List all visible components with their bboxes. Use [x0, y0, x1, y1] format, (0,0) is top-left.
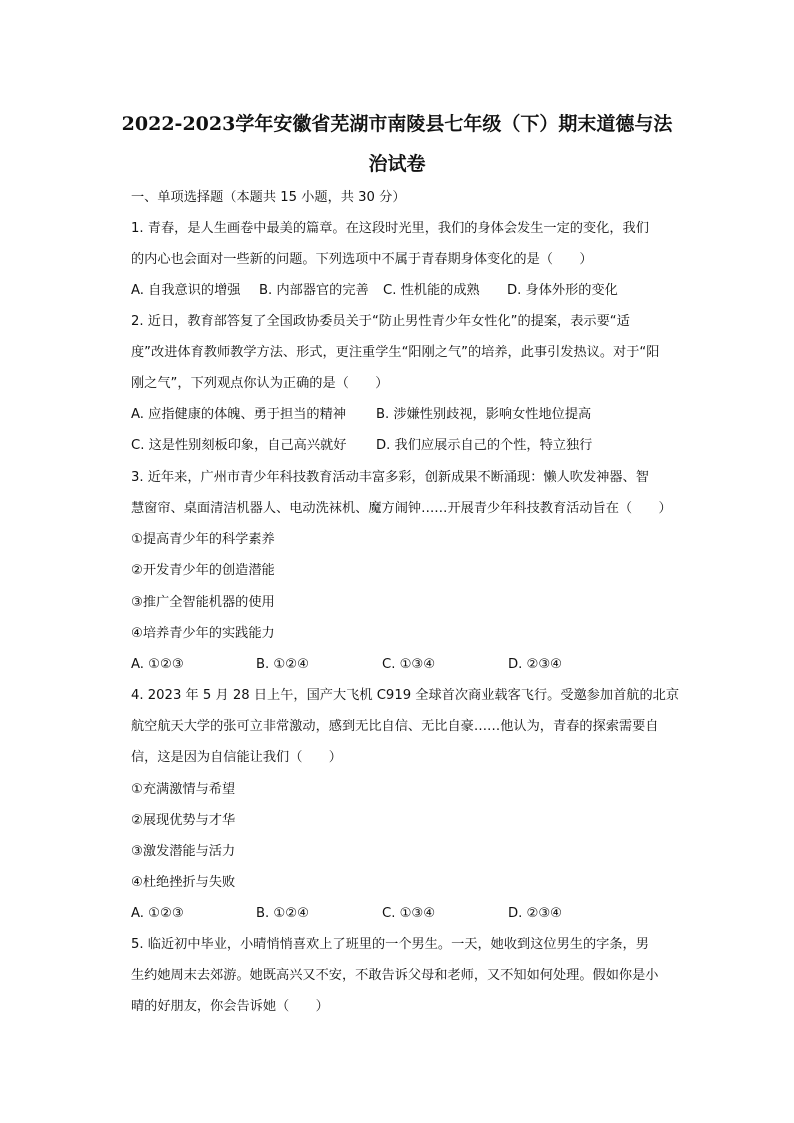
q3-item-1: ①提高青少年的科学素养 — [131, 532, 275, 547]
q3-option-c: C. ①③④ — [382, 657, 436, 672]
q4-line-3: 信，这是因为自信能让我们（ ） — [131, 750, 342, 765]
q2-option-c: C. 这是性别刻板印象，自己高兴就好 — [131, 438, 347, 453]
q2-line-1: 2. 近日，教育部答复了全国政协委员关于“防止男性青少年女性化”的提案，表示要“适 — [131, 314, 630, 329]
q4-option-d: D. ②③④ — [508, 906, 563, 921]
q1-line-2: 的内心也会面对一些新的问题。下列选项中不属于青春期身体变化的是（ ） — [131, 252, 593, 267]
q1-option-a: A. 自我意识的增强 — [131, 283, 241, 298]
title-line-2: 治试卷 — [368, 153, 426, 175]
q4-item-3: ③激发潜能与活力 — [131, 844, 236, 859]
q4-item-4: ④杜绝挫折与失败 — [131, 875, 236, 890]
q4-option-b: B. ①②④ — [256, 906, 309, 921]
q2-line-3: 刚之气”，下列观点你认为正确的是（ ） — [131, 376, 389, 391]
q5-line-3: 晴的好朋友，你会告诉她（ ） — [131, 999, 329, 1014]
q1-line-1: 1. 青春，是人生画卷中最美的篇章。在这段时光里，我们的身体会发生一定的变化，我们 — [131, 221, 649, 236]
q2-option-d: D. 我们应展示自己的个性，特立独行 — [376, 438, 593, 453]
q3-option-b: B. ①②④ — [256, 657, 309, 672]
q3-item-4: ④培养青少年的实践能力 — [131, 626, 275, 641]
q4-line-1: 4. 2023 年 5 月 28 日上午，国产大飞机 C919 全球首次商业载客飞行。受邀参加首航的北京 — [131, 688, 680, 703]
q4-item-1: ①充满激情与希望 — [131, 782, 236, 797]
q3-item-2: ②开发青少年的创造潜能 — [131, 563, 275, 578]
q3-item-3: ③推广全智能机器的使用 — [131, 595, 275, 610]
q3-line-1: 3. 近年来，广州市青少年科技教育活动丰富多彩，创新成果不断涌现：懒人吹发神器、智 — [131, 470, 649, 485]
q1-option-c: C. 性机能的成熟 — [383, 283, 480, 298]
q4-option-a: A. ①②③ — [131, 906, 184, 921]
q2-option-b: B. 涉嫌性别歧视，影响女性地位提高 — [376, 407, 592, 422]
q3-option-a: A. ①②③ — [131, 657, 184, 672]
q3-line-2: 慧窗帘、桌面清洁机器人、电动洗袜机、魔方闹钟……开展青少年科技教育活动旨在（ ） — [131, 501, 672, 516]
section-heading: 一、单项选择题（本题共 15 小题，共 30 分） — [131, 190, 406, 205]
q1-option-d: D. 身体外形的变化 — [507, 283, 618, 298]
title-line-1: 2022-2023学年安徽省芜湖市南陵县七年级（下）期末道德与法 — [121, 113, 673, 135]
q2-line-2: 度”改进体育教师教学方法、形式，更注重学生“阳刚之气”的培养，此事引发热议。对于“阳 — [131, 345, 660, 360]
q3-option-d: D. ②③④ — [508, 657, 563, 672]
q1-option-b: B. 内部器官的完善 — [259, 283, 369, 298]
q5-line-1: 5. 临近初中毕业，小晴悄悄喜欢上了班里的一个男生。一天，她收到这位男生的字条，男 — [131, 937, 649, 952]
q5-line-2: 生约她周末去郊游。她既高兴又不安，不敢告诉父母和老师，又不知如何处理。假如你是小 — [131, 968, 659, 983]
exam-title — [100, 104, 694, 184]
q2-option-a: A. 应指健康的体魄、勇于担当的精神 — [131, 407, 346, 422]
q4-option-c: C. ①③④ — [382, 906, 436, 921]
q4-item-2: ②展现优势与才华 — [131, 813, 236, 828]
q4-line-2: 航空航天大学的张可立非常激动，感到无比自信、无比自豪……他认为，青春的探索需要自 — [131, 719, 659, 734]
